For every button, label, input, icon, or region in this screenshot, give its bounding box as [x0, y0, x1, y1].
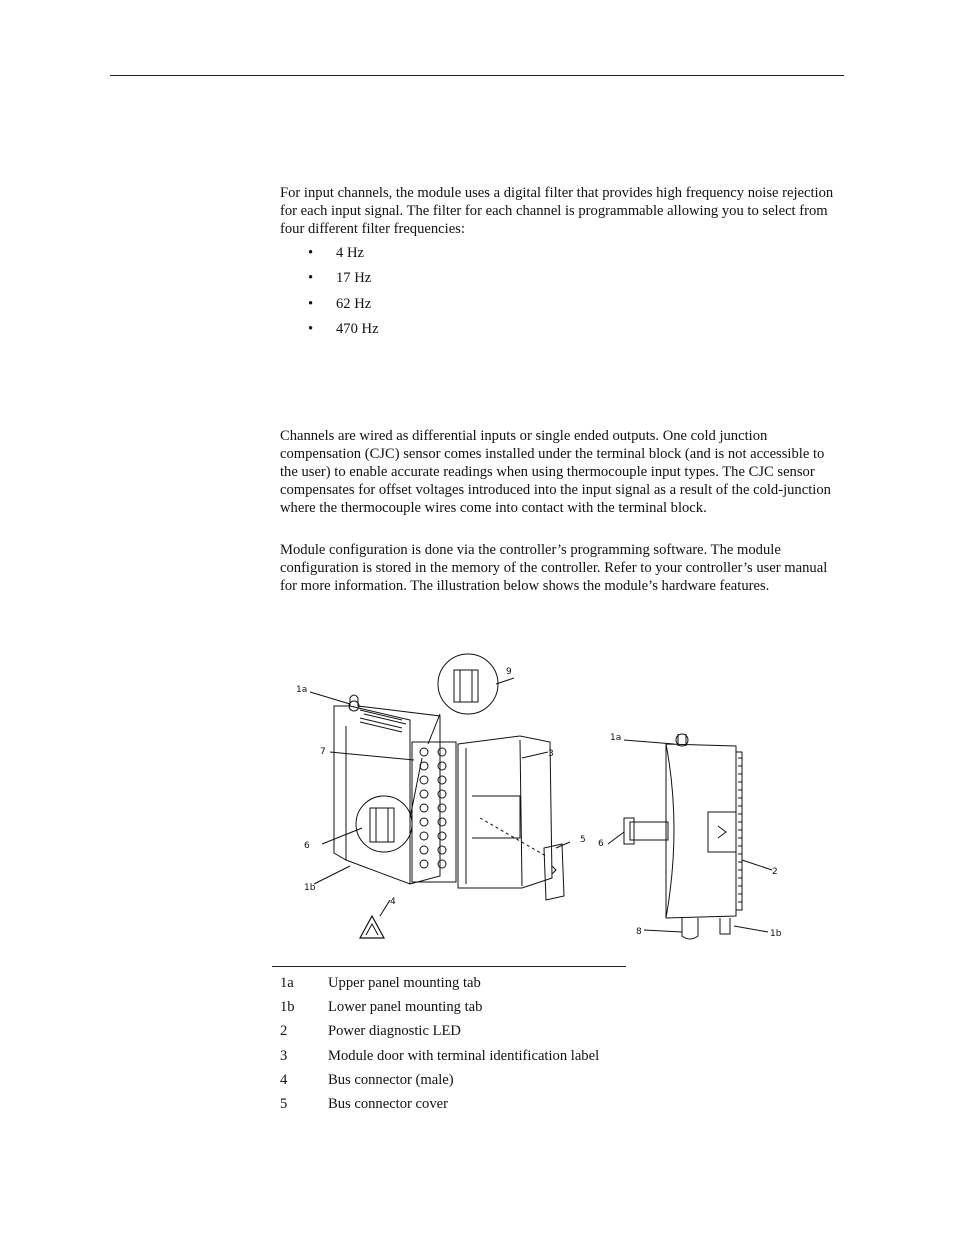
- callout-7: 7: [320, 747, 326, 757]
- detail-circle-left: [356, 796, 412, 852]
- module-door: [458, 736, 552, 888]
- callout-right-1b: 1b: [770, 929, 782, 939]
- callout-right-6: 6: [598, 839, 604, 849]
- wiring-paragraph: Channels are wired as differential inputs or single ended outputs. One cold junction compensation (CJC) sensor comes installed under the terminal block (and is not accessible to the user) to enable accurate readings when using thermocouple input types. The CJC sensor compensates for offset voltages introduced into the input signal as a result of the cold-junction where the thermocouple wires come into contact with the terminal block.: [280, 428, 831, 516]
- side-bus-connector: [630, 822, 668, 840]
- table-row: 1a Upper panel mounting tab: [280, 975, 481, 991]
- callout-1b: 1b: [304, 883, 316, 893]
- callout-6: 6: [304, 841, 310, 851]
- callout-3: 3: [548, 749, 554, 759]
- table-row: 2 Power diagnostic LED: [280, 1023, 461, 1040]
- terminal-screws: [420, 748, 446, 868]
- callout-4: 4: [390, 897, 396, 907]
- table-row: 4 Bus connector (male): [280, 1071, 454, 1088]
- callout-5: 5: [580, 835, 586, 845]
- bullet-icon: •: [308, 320, 314, 337]
- bullet-icon: •: [308, 270, 314, 287]
- esd-warning-icon: [360, 916, 384, 938]
- legend-rule: [272, 966, 626, 967]
- configuration-paragraph: Module configuration is done via the controller’s programming software. The module configuration is stored in the memory of the controller. Refer to your controller’s user manual for more information. The illustration below shows the module’s hardware features.: [280, 542, 828, 594]
- intro-paragraph: For input channels, the module uses a digital filter that provides high frequency noise rejection for each input signal. The filter for each channel is programmable allowing you to select from four different filter frequencies:: [280, 185, 834, 237]
- bullet-icon: •: [308, 295, 314, 312]
- filter-frequency-list: [308, 244, 379, 345]
- callout-9: 9: [506, 667, 512, 677]
- bullet-icon: •: [308, 245, 314, 261]
- callout-right-8: 8: [636, 927, 642, 937]
- callout-right-2: 2: [772, 867, 778, 877]
- list-item: • 62 Hz: [308, 295, 372, 312]
- callout-1a: 1a: [296, 685, 308, 695]
- header-rule: [110, 75, 844, 76]
- table-row: 1b Lower panel mounting tab: [280, 999, 483, 1016]
- hardware-legend-table: [280, 974, 599, 1119]
- table-row: 5 Bus connector cover: [280, 1095, 448, 1112]
- callout-right-1a: 1a: [610, 733, 622, 743]
- side-lower-tab: [682, 918, 698, 939]
- table-row: 3 Module door with terminal identification label: [280, 1047, 600, 1064]
- detail-circle-top: [438, 654, 498, 714]
- module-housing: [334, 695, 440, 884]
- list-item: • 17 Hz: [308, 270, 372, 287]
- terminal-block: [412, 742, 456, 882]
- list-item: • 470 Hz: [308, 320, 379, 337]
- module-hardware-illustration: [290, 648, 800, 953]
- list-item: • 4 Hz: [308, 245, 364, 261]
